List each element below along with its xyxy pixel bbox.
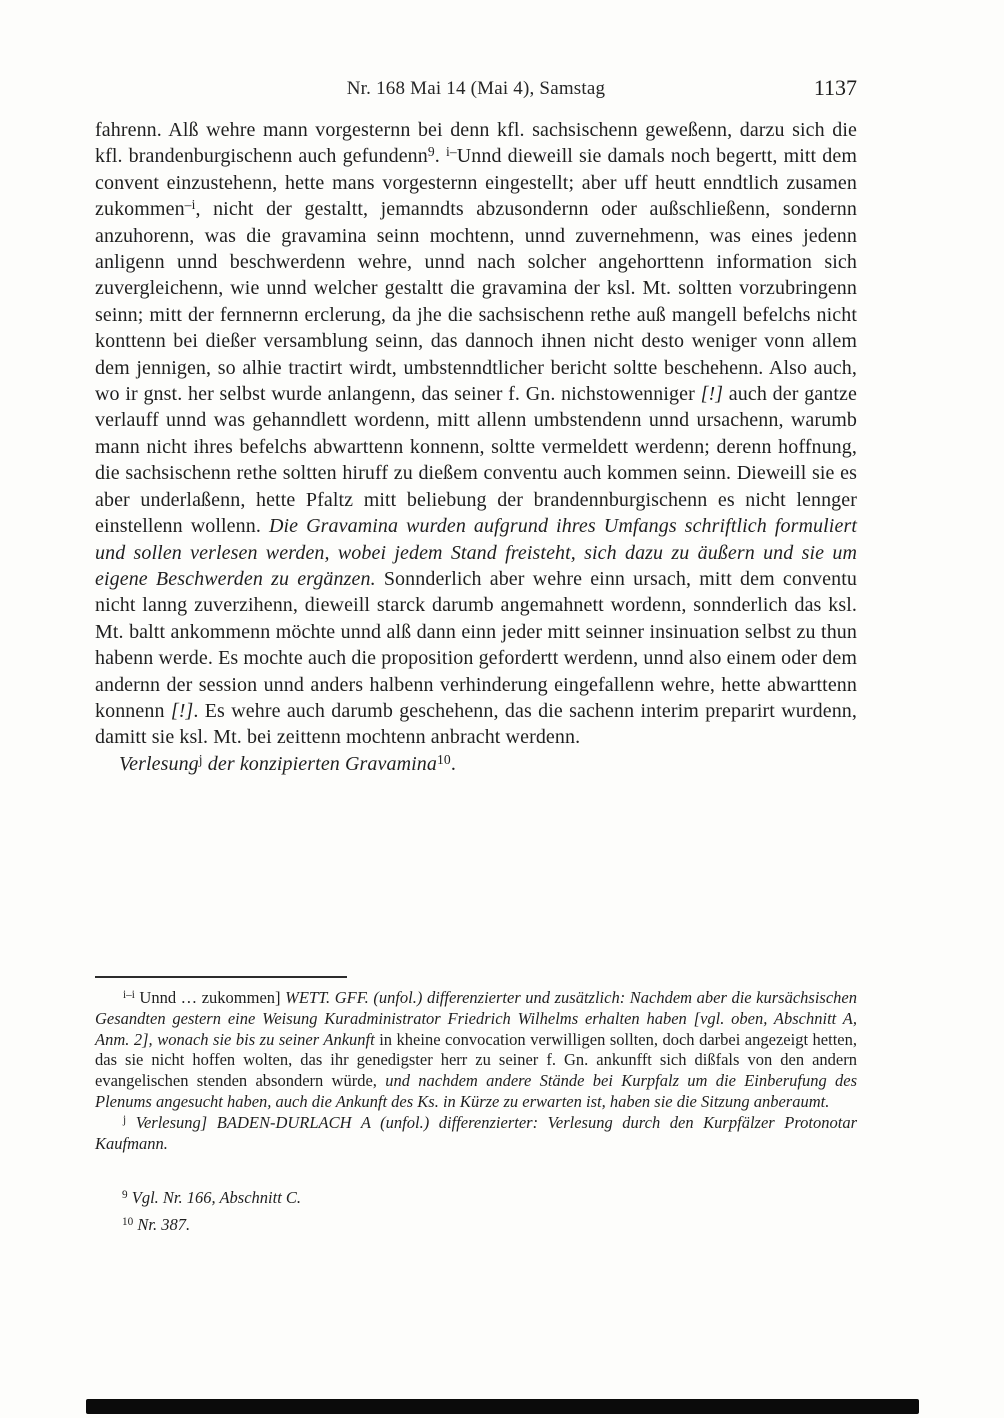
page-number: 1137 bbox=[813, 75, 857, 100]
numbered-footnotes bbox=[95, 1184, 857, 1238]
main-paragraph: fahrenn. Alß wehre mann vorgesternn bei denn kfl. sachsischenn geweßenn, darzu sich die kfl. brandenburgischenn auch gefundenn$^9$. $^{i-}$Unnd dieweill sie damals noch begertt, mitt dem convent einzustehenn, hette mans vorgesternn eingestellt; aber uff heutt enndtlich zusamen zukommen$^{-i}$, nicht der gestaltt, jemanndts abzusondernn oder außschließenn, sondernn anzuhorenn, was die gravamina seinn mochtenn, unnd zuvernehmenn, was eines jedenn anligenn unnd beschwerdenn wehre, unnd nach solcher angehorttenn information sich zuvergleichenn, wie unnd welcher gestaltt die gravamina der ksl. Mt. soltten vorzubringenn seinn; mitt der fernnernn erclerung, da jhe die sachsischenn rethe auß mangell befelchs nicht konttenn bei dießer versamblung seinn, das dannoch ihnen nicht desto weniger vonn allem dem jennigen, so alhie tractirt wirdt, umbstenndtlicher bericht soltte beschehenn. Also auch, wo ir gnst. her selbst wurde anlangenn, das seiner f. Gn. nichstowenniger [!] auch der gantze verlauff unnd was gehanndlett wordenn, mitt allenn umbstendenn unnd ursachenn, warumb mann nicht ihres befelchs abwarttenn konnenn, soltte vermeldett werdenn; derenn hoffnung, die sachsischenn rethe soltten hiruff zu dießem conventu auch kommen seinn. Dieweill sie es aber underlaßenn, hette Pfaltz mitt beliebung der brandennburgischenn es nicht lennger einstellenn wollenn. Die Gravamina wurden aufgrund ihres Umfangs schriftlich formuliert und sollen verlesen werden, wobei jedem Stand freisteht, sich dazu zu äußern und sie um eigene Beschwerden zu ergänzen. Sonnderlich aber wehre einn ursach, mitt dem conventu nicht lanng zuverzihenn, dieweill starck darumb angemahnett wordenn, sonnderlich das ksl. Mt. baltt ankommenn möchte unnd alß dann einn jeder mitt seinner insinuation selbst zu thun habenn werde. Es mochte auch die proposition gefordertt werdenn, unnd also einem oder dem andernn der session unnd anders halbenn verhinderung eingefallenn wehre, hette abwarttenn konnenn [!]. Es wehre auch darumb geschehenn, das die sachenn interim preparirt wurdenn, damitt sie ksl. Mt. bei zeittenn mochtenn anbracht werdenn. bbox=[95, 119, 857, 749]
page-header bbox=[95, 75, 857, 106]
scan-edge-bar bbox=[86, 1399, 919, 1414]
running-head: Nr. 168 Mai 14 (Mai 4), Samstag bbox=[346, 78, 606, 99]
footnote-separator-rule bbox=[95, 976, 347, 978]
main-text-block bbox=[95, 117, 857, 777]
verlesung-paragraph: Verlesung$^j$ der konzipierten Gravamina$^{10}$. bbox=[119, 751, 456, 775]
footnote-9: $^9$ Vgl. Nr. 166, Abschnitt C. bbox=[122, 1188, 302, 1208]
critical-apparatus bbox=[95, 988, 857, 1154]
footnote-10: $^{10}$ Nr. 387. bbox=[122, 1215, 191, 1235]
apparatus-note-i: $^{i-i}$ Unnd … zukommen] WETT. GFF. (unfol.) differenzierter und zusätzlich: Nachdem aber die kursächsischen Gesandten gestern eine Weisung Kuradministrator Friedrich Wilhelms erhalten haben [vgl. oben, Abschnitt A, Anm. 2], wonach sie bis zu seiner Ankunft in kheine convocation verwilligen sollten, doch darbei angezeigt hetten, das sie nicht hoffen wolten, das ihr genedigster herr zu seiner f. Gn. ankunfft sich dißfals von den andern evangelischen stenden absondern würde, und nachdem andere Stände bei Kurpfalz um die Einberufung des Plenums angesucht haben, auch die Ankunft des Ks. in Kürze zu erwarten ist, haben sie die Sitzung anberaumt. bbox=[95, 988, 857, 1111]
footnote-zone bbox=[95, 976, 857, 1238]
apparatus-note-j: $^j$ Verlesung] BADEN-DURLACH A (unfol.) differenzierter: Verlesung durch den Kurpfälzer Protonotar Kaufmann. bbox=[95, 1112, 857, 1153]
